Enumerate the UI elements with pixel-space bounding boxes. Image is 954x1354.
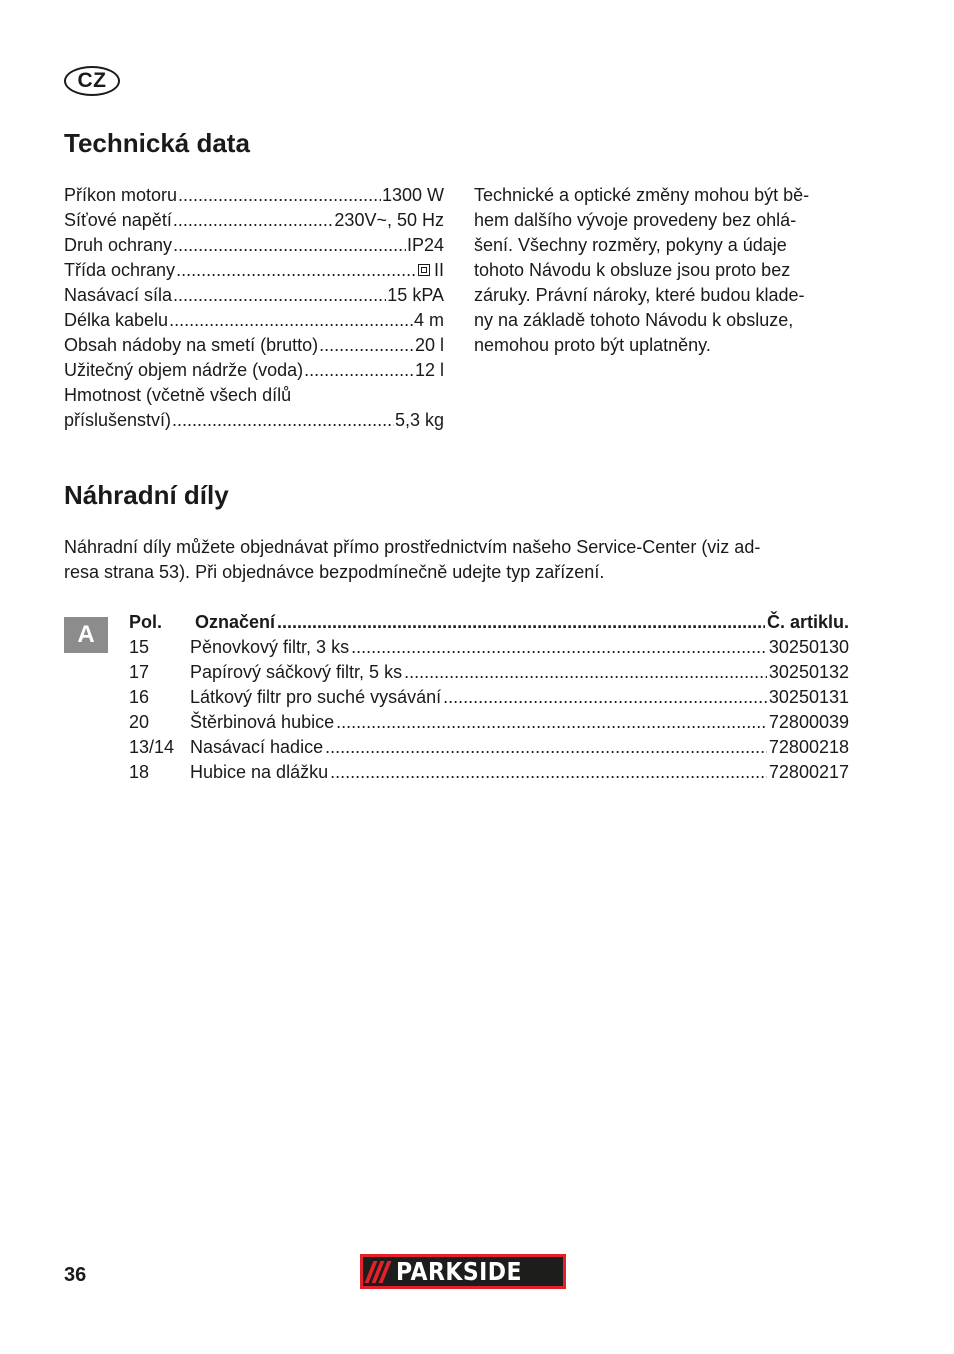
part-pos: 13/14	[129, 737, 175, 757]
spec-row	[64, 308, 444, 333]
leader-dots	[336, 710, 767, 735]
spare-parts-table	[129, 610, 849, 785]
part-pos: 18	[129, 762, 150, 782]
part-pos: 15	[129, 637, 150, 657]
spec-value: 5,3 kg	[394, 410, 444, 430]
table-row	[129, 660, 849, 685]
part-number: 72800218	[768, 737, 849, 757]
part-number: 30250130	[768, 637, 849, 657]
logo-body	[363, 1257, 563, 1286]
part-pos: 17	[129, 662, 150, 682]
leader-dots	[169, 308, 413, 333]
spec-label: Třída ochrany	[64, 260, 176, 280]
spec-value: 15 kPA	[387, 285, 444, 305]
part-name: Papírový sáčkový filtr, 5 ks	[190, 662, 403, 682]
page-number: 36	[64, 1264, 87, 1286]
spec-label: Délka kabelu	[64, 310, 169, 330]
spare-parts-heading: Náhradní díly	[64, 480, 229, 510]
leader-dots	[277, 610, 765, 635]
spec-value: IP24	[406, 235, 444, 255]
spec-row	[64, 283, 444, 308]
spec-value: 4 m	[413, 310, 444, 330]
spec-value: 230V~, 50 Hz	[334, 210, 444, 230]
spec-row	[64, 208, 444, 233]
part-number: 72800039	[768, 712, 849, 732]
header-pos: Pol.	[129, 612, 163, 632]
spec-label: Síťové napětí	[64, 210, 172, 230]
notice-line: šení. Všechny rozměry, pokyny a údaje	[474, 235, 787, 255]
figure-label-text: A	[77, 621, 95, 648]
logo-text: PARKSIDE	[396, 1257, 522, 1286]
spec-weight-line1: Hmotnost (včetně všech dílů	[64, 385, 292, 405]
header-name: Označení	[195, 612, 276, 632]
notice-line: hem dalšího vývoje provedeny bez ohlá-	[474, 210, 797, 230]
leader-dots	[173, 283, 386, 308]
table-row	[129, 710, 849, 735]
leader-dots	[173, 208, 334, 233]
changes-notice	[474, 183, 864, 358]
spec-row	[64, 233, 444, 258]
notice-line: ny na základě tohoto Návodu k obsluze,	[474, 310, 794, 330]
spec-label: Příkon motoru	[64, 185, 178, 205]
spec-row	[64, 333, 444, 358]
spare-parts-intro	[64, 535, 864, 585]
part-name: Nasávací hadice	[190, 737, 324, 757]
part-name: Látkový filtr pro suché vysávání	[190, 687, 442, 707]
part-pos: 20	[129, 712, 150, 732]
spec-label: Obsah nádoby na smetí (brutto)	[64, 335, 319, 355]
leader-dots	[319, 333, 414, 358]
language-code: CZ	[77, 69, 107, 92]
header-number: Č. artiklu.	[766, 612, 849, 632]
intro-line: resa strana 53). Při objednávce bezpodmínečně udejte typ zařízení.	[64, 562, 605, 582]
leader-dots	[304, 358, 414, 383]
notice-line: nemohou proto být uplatněny.	[474, 335, 711, 355]
part-number: 30250132	[768, 662, 849, 682]
notice-line: Technické a optické změny mohou být bě-	[474, 185, 810, 205]
table-header	[129, 610, 849, 635]
leader-dots	[325, 735, 767, 760]
spec-row	[64, 183, 444, 208]
figure-label	[64, 617, 108, 653]
technical-data-heading: Technická data	[64, 128, 250, 158]
table-row	[129, 735, 849, 760]
spec-label: Nasávací síla	[64, 285, 173, 305]
language-badge	[64, 66, 120, 96]
spec-label: Druh ochrany	[64, 235, 173, 255]
intro-line: Náhradní díly můžete objednávat přímo prostřednictvím našeho Service-Center (viz ad-	[64, 537, 761, 557]
spec-list	[64, 183, 444, 433]
leader-dots	[330, 760, 767, 785]
protection-class-ii-icon	[418, 264, 430, 276]
leader-dots	[404, 660, 767, 685]
spec-label: Užitečný objem nádrže (voda)	[64, 360, 304, 380]
part-name: Hubice na dlážku	[190, 762, 329, 782]
spec-row	[64, 408, 444, 433]
table-row	[129, 635, 849, 660]
leader-dots	[173, 233, 406, 258]
part-pos: 16	[129, 687, 150, 707]
parkside-logo	[360, 1254, 566, 1289]
spec-value: II	[433, 260, 444, 280]
leader-dots	[172, 408, 394, 433]
table-row	[129, 760, 849, 785]
spec-value: 12 l	[414, 360, 444, 380]
leader-dots	[176, 258, 417, 283]
part-number: 72800217	[768, 762, 849, 782]
leader-dots	[351, 635, 767, 660]
notice-line: tohoto Návodu k obsluze jsou proto bez	[474, 260, 791, 280]
table-row	[129, 685, 849, 710]
leader-dots	[178, 183, 381, 208]
part-name: Pěnovkový filtr, 3 ks	[190, 637, 350, 657]
part-name: Štěrbinová hubice	[190, 712, 335, 732]
spec-value: 20 l	[414, 335, 444, 355]
spec-value: 1300 W	[381, 185, 444, 205]
spec-label: příslušenství)	[64, 410, 172, 430]
leader-dots	[443, 685, 767, 710]
spec-row	[64, 358, 444, 383]
notice-line: záruky. Právní nároky, které budou klade-	[474, 285, 805, 305]
part-number: 30250131	[768, 687, 849, 707]
spec-row	[64, 258, 444, 283]
logo-stripes-icon	[369, 1261, 390, 1283]
